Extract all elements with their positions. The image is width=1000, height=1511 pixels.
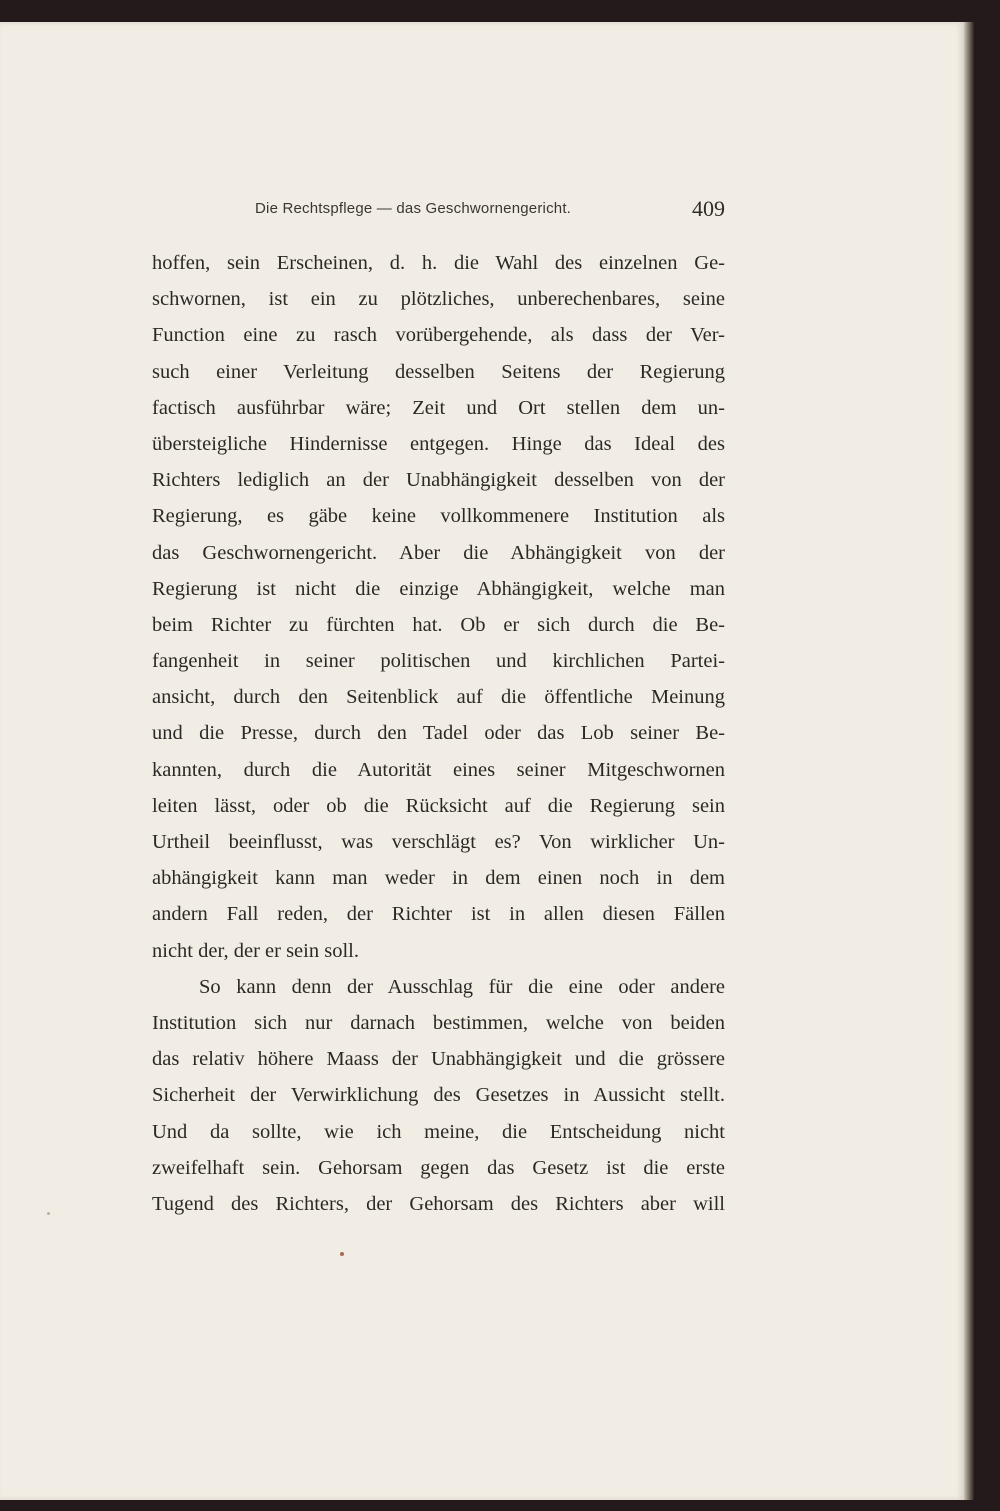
page-edge: [964, 22, 974, 1500]
text-line: das Geschwornengericht. Aber die Abhängigkeit von der: [152, 541, 725, 564]
text-line: leiten lässt, oder ob die Rücksicht auf die Regierung sein: [152, 794, 725, 817]
text-line: So kann denn der Ausschlag für die eine oder andere: [199, 975, 725, 998]
text-line: andern Fall reden, der Richter ist in allen diesen Fällen: [152, 903, 725, 926]
text-line: such einer Verleitung desselben Seitens der Regierung: [152, 360, 725, 383]
text-line: abhängigkeit kann man weder in dem einen noch in dem: [152, 867, 725, 890]
text-line: zweifelhaft sein. Gehorsam gegen das Gesetz ist die erste: [152, 1156, 725, 1179]
text-line: Sicherheit der Verwirklichung des Gesetzes in Aussicht stellt.: [152, 1084, 725, 1107]
text-line: fangenheit in seiner politischen und kirchlichen Partei-: [152, 650, 725, 673]
paper-speck: [47, 1212, 50, 1215]
text-line: Tugend des Richters, der Gehorsam des Richters aber will: [152, 1192, 725, 1215]
text-line: schwornen, ist ein zu plötzliches, unberechenbares, seine: [152, 288, 725, 311]
body-text: [152, 245, 725, 1222]
page-number: 409: [692, 196, 725, 221]
text-line: hoffen, sein Erscheinen, d. h. die Wahl des einzelnen Ge-: [152, 252, 725, 274]
paper-speck: [340, 1252, 344, 1256]
text-line: Richters lediglich an der Unabhängigkeit desselben von der: [152, 469, 725, 492]
running-title: Die Rechtspflege — das Geschwornengericht.: [255, 200, 572, 217]
text-line: factisch ausführbar wäre; Zeit und Ort stellen dem un-: [152, 396, 725, 419]
text-line: Und da sollte, wie ich meine, die Entscheidung nicht: [152, 1120, 725, 1143]
text-line: kannten, durch die Autorität eines seiner Mitgeschwornen: [152, 758, 725, 781]
text-line: Regierung, es gäbe keine vollkommenere Institution als: [152, 505, 725, 528]
text-line: Institution sich nur darnach bestimmen, welche von beiden: [152, 1011, 725, 1034]
running-head: [255, 198, 725, 222]
text-line: nicht der, der er sein soll.: [152, 939, 359, 962]
text-line: Function eine zu rasch vorübergehende, als dass der Ver-: [152, 324, 725, 347]
text-line: Urtheil beeinflusst, was verschlägt es? Von wirklicher Un-: [152, 831, 725, 853]
text-line: das relativ höhere Maass der Unabhängigkeit und die grössere: [152, 1048, 725, 1071]
text-line: und die Presse, durch den Tadel oder das Lob seiner Be-: [152, 722, 725, 745]
text-line: übersteigliche Hindernisse entgegen. Hinge das Ideal des: [152, 432, 725, 455]
text-line: Regierung ist nicht die einzige Abhängigkeit, welche man: [152, 577, 725, 600]
text-line: beim Richter zu fürchten hat. Ob er sich durch die Be-: [152, 613, 725, 636]
text-line: ansicht, durch den Seitenblick auf die öffentliche Meinung: [152, 686, 725, 709]
